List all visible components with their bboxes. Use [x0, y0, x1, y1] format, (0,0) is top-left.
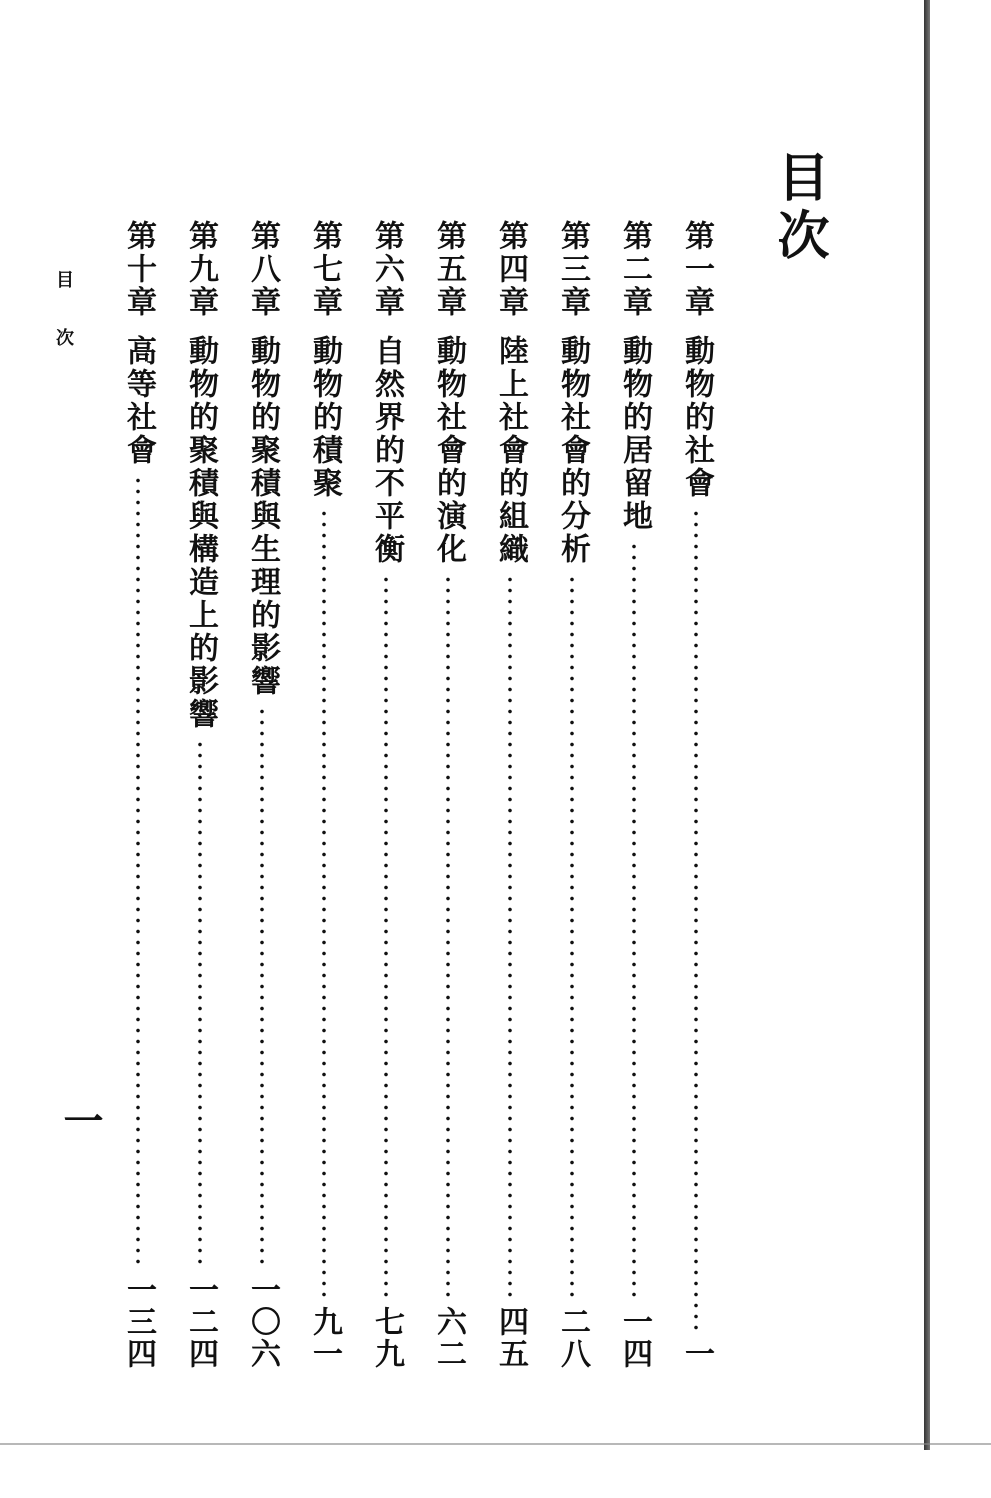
- leader-dots: [570, 574, 574, 1298]
- toc-entry: [300, 220, 348, 1370]
- chapter-title: 動物社會的演化: [431, 335, 466, 566]
- chapter-title: 自然界的不平衡: [369, 335, 404, 566]
- toc-entry: [610, 220, 658, 1370]
- leader-dots: [322, 508, 326, 1298]
- toc-entry: [114, 220, 162, 1370]
- folio-page-number: 一: [57, 1100, 104, 1140]
- page-number: 一三四: [121, 1274, 156, 1370]
- leader-dots: [632, 541, 636, 1298]
- toc-entry: [176, 220, 224, 1370]
- chapter-label: 第四章: [493, 220, 528, 319]
- chapter-label: 第十章: [121, 220, 156, 319]
- page-number: 一〇六: [245, 1274, 280, 1370]
- page-number: 六二: [431, 1306, 466, 1370]
- page-number: 七九: [369, 1306, 404, 1370]
- leader-dots: [508, 574, 512, 1298]
- leader-dots: [446, 574, 450, 1298]
- page-number: 一二四: [183, 1274, 218, 1370]
- page-number: 一: [679, 1338, 714, 1370]
- chapter-title: 高等社會: [121, 335, 156, 467]
- chapter-label: 第六章: [369, 220, 404, 319]
- toc-title: 目次: [768, 150, 829, 266]
- running-header: 目次: [53, 270, 74, 386]
- chapter-title: 動物社會的分析: [555, 335, 590, 566]
- table-of-contents: [0, 220, 991, 1380]
- leader-dots: [260, 706, 264, 1266]
- chapter-label: 第一章: [679, 220, 714, 319]
- leader-dots: [198, 739, 202, 1266]
- chapter-label: 第七章: [307, 220, 342, 319]
- page-number: 九一: [307, 1306, 342, 1370]
- chapter-label: 第八章: [245, 220, 280, 319]
- page-number: 一四: [617, 1306, 652, 1370]
- chapter-label: 第九章: [183, 220, 218, 319]
- toc-entry: [548, 220, 596, 1370]
- toc-entry: [238, 220, 286, 1370]
- page-bottom-edge: [0, 1443, 991, 1445]
- toc-entry: [672, 220, 720, 1370]
- chapter-title: 動物的社會: [679, 335, 714, 500]
- toc-entry: [424, 220, 472, 1370]
- leader-dots: [136, 475, 140, 1266]
- chapter-title: 動物的聚積與生理的影響: [245, 335, 280, 698]
- toc-entry: [362, 220, 410, 1370]
- page-number: 二八: [555, 1306, 590, 1370]
- chapter-title: 動物的居留地: [617, 335, 652, 533]
- chapter-label: 第五章: [431, 220, 466, 319]
- toc-entry: [486, 220, 534, 1370]
- leader-dots: [384, 574, 388, 1298]
- chapter-label: 第二章: [617, 220, 652, 319]
- leader-dots: [694, 508, 698, 1330]
- chapter-title: 動物的積聚: [307, 335, 342, 500]
- chapter-title: 動物的聚積與構造上的影響: [183, 335, 218, 731]
- chapter-title: 陸上社會的組織: [493, 335, 528, 566]
- page-number: 四五: [493, 1306, 528, 1370]
- chapter-label: 第三章: [555, 220, 590, 319]
